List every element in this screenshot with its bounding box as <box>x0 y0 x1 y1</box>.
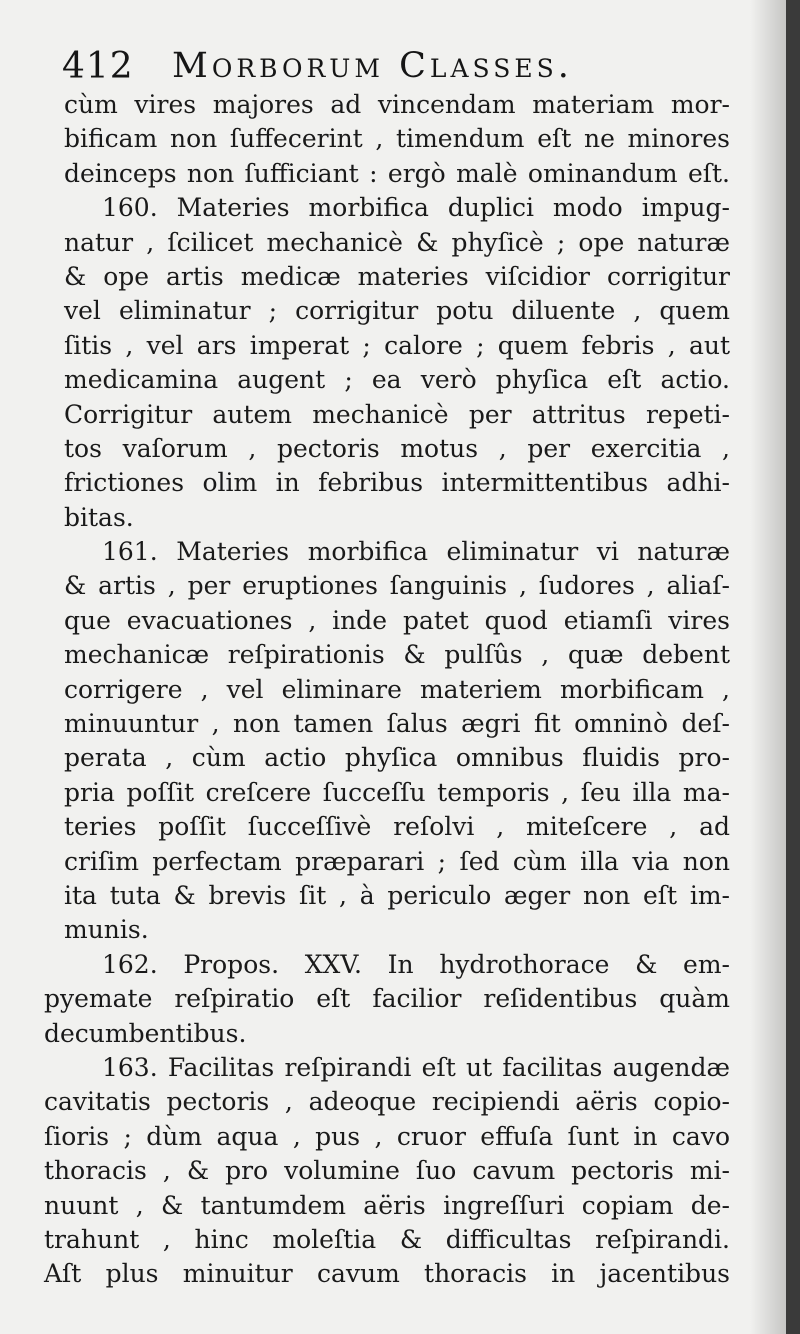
text-line: minuuntur , non tamen ſalus ægri fit omninò deſ- <box>64 709 730 739</box>
page-header <box>62 44 742 90</box>
text-line: ita tuta & brevis ſit , à periculo æger non eſt im- <box>64 880 730 910</box>
text-line: nuunt , & tantumdem aëris ingreſſuri copiam de- <box>44 1190 730 1220</box>
page-number: 412 <box>62 46 134 87</box>
text-line: perata , cùm actio phyſica omnibus fluidis pro- <box>64 743 730 773</box>
text-line: ſioris ; dùm aqua , pus , cruor effuſa ſunt in cavo <box>44 1121 730 1151</box>
text-line: cùm vires majores ad vincendam materiam mor- <box>64 90 730 119</box>
text-line: thoracis , & pro volumine ſuo cavum pectoris mi- <box>44 1156 730 1186</box>
text-line: vel eliminatur ; corrigitur potu diluente , quem <box>64 296 730 326</box>
text-line: tos vaſorum , pectoris motus , per exercitia , <box>64 433 730 463</box>
text-line: teries poſſit ſucceſſivè reſolvi , miteſcere , ad <box>64 812 730 842</box>
text-line: criſim perfectam præparari ; ſed cùm illa via non <box>64 846 730 876</box>
text-line: natur , ſcilicet mechanicè & phyſicè ; ope naturæ <box>64 227 730 257</box>
text-line: 161. Materies morbifica eliminatur vi naturæ <box>102 537 730 567</box>
text-line: mechanicæ reſpirationis & pulſûs , quæ debent <box>64 640 730 670</box>
text-line: ſitis , vel ars imperat ; calore ; quem febris , aut <box>64 330 730 360</box>
text-line: decumbentibus. <box>44 1018 247 1048</box>
text-line: munis. <box>64 915 149 945</box>
text-line: pria poſſit creſcere ſucceſſu temporis , ſeu illa ma- <box>64 777 730 807</box>
text-line: cavitatis pectoris , adeoque recipiendi aëris copio- <box>44 1087 730 1117</box>
text-line: 162. Propos. XXV. In hydrothorace & em- <box>102 949 730 979</box>
text-line: 163. Facilitas reſpirandi eſt ut facilitas augendæ <box>102 1052 730 1082</box>
text-line: Corrigitur autem mechanicè per attritus repeti- <box>64 399 730 429</box>
text-line: bificam non ſuffecerint , timendum eſt ne minores <box>64 124 730 154</box>
text-line: bitas. <box>64 502 134 532</box>
running-title: Morborum Classes. <box>172 46 573 86</box>
text-line: corrigere , vel eliminare materiem morbificam , <box>64 674 730 704</box>
text-line: Aſt plus minuitur cavum thoracis in jacentibus <box>44 1259 730 1289</box>
text-line: deinceps non ſufficiant : ergò malè ominandum eſt. <box>64 158 730 188</box>
text-line: pyemate reſpiratio eſt facilior reſidentibus quàm <box>44 984 730 1014</box>
text-line: & ope artis medicæ materies viſcidior corrigitur <box>64 261 730 291</box>
text-line: trahunt , hinc moleſtia & difficultas reſpirandi. <box>44 1224 730 1254</box>
text-line: & artis , per eruptiones ſanguinis , ſudores , aliaſ- <box>64 571 730 601</box>
text-line: 160. Materies morbifica duplici modo impug- <box>102 193 730 223</box>
text-line: frictiones olim in febribus intermittentibus adhi- <box>64 468 730 498</box>
text-line: medicamina augent ; ea verò phyſica eſt actio. <box>64 365 730 395</box>
body-text <box>44 88 730 1292</box>
text-line: que evacuationes , inde patet quod etiamſi vires <box>64 605 730 635</box>
page-edge-shadow <box>786 0 800 1334</box>
